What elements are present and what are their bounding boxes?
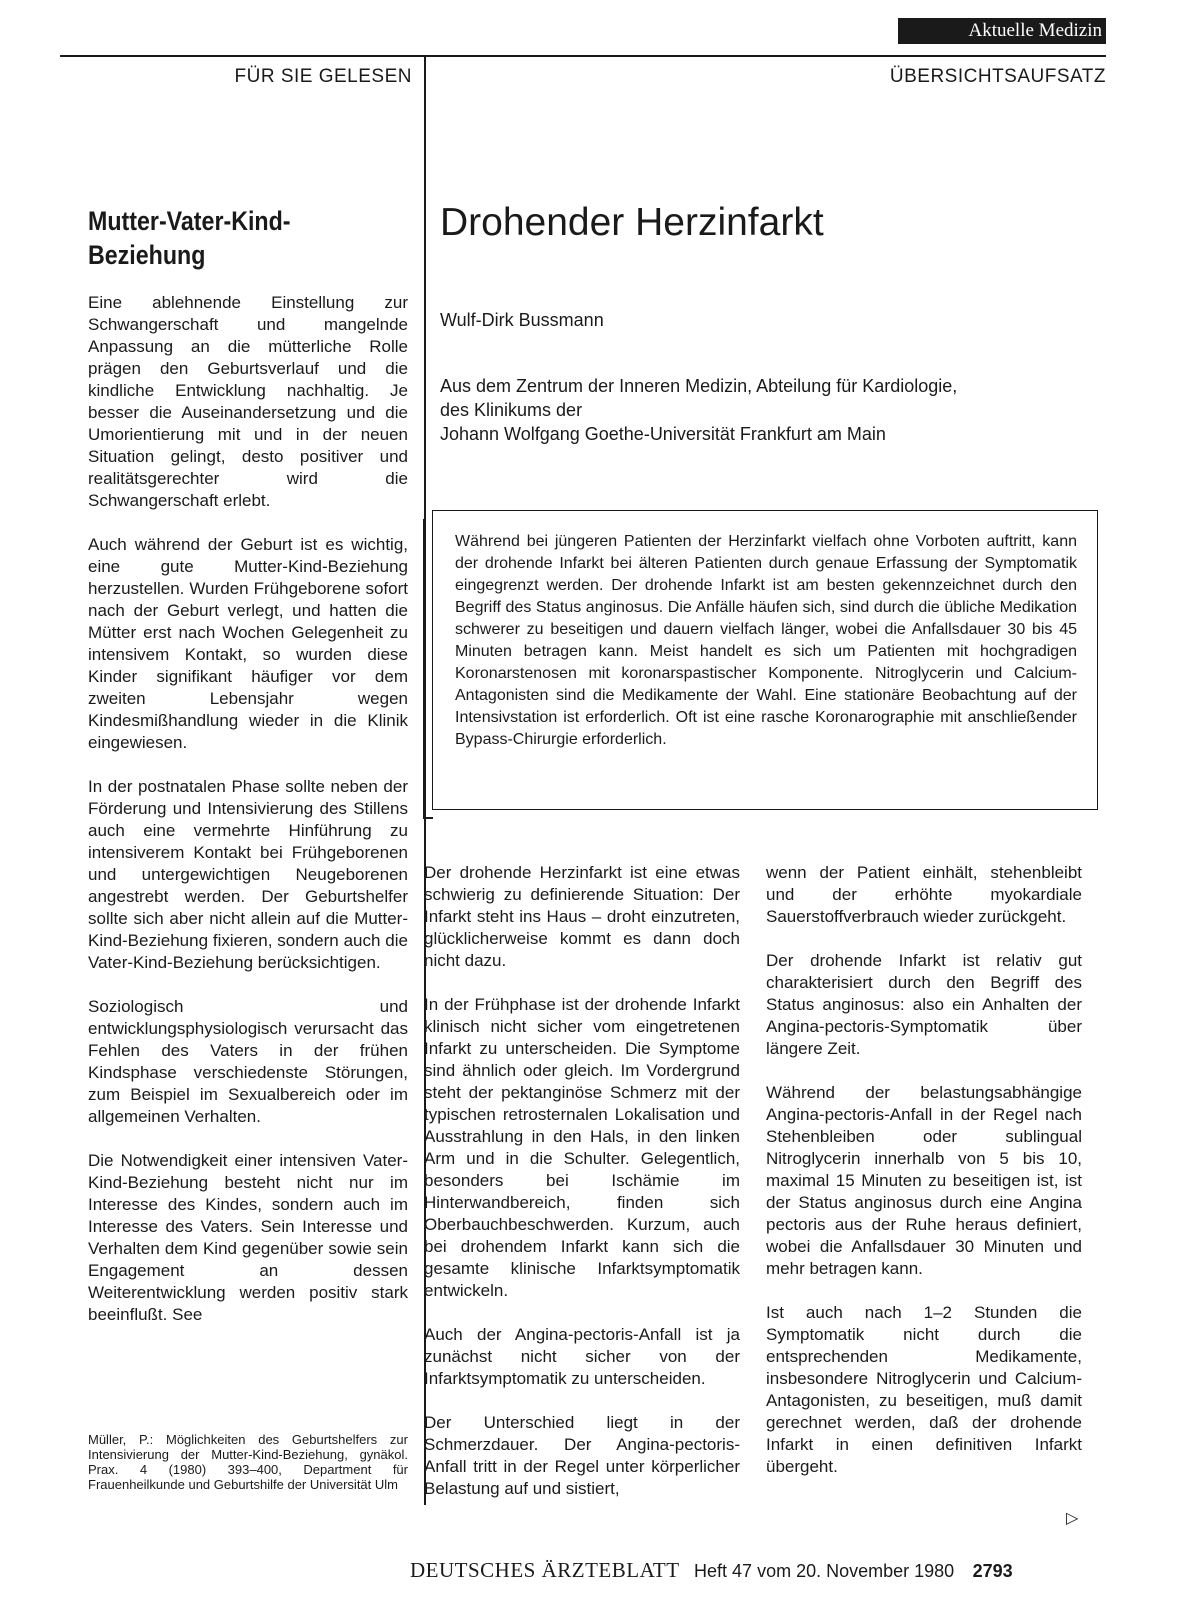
section-badge: Aktuelle Medizin	[898, 18, 1106, 44]
main-article-column-2	[766, 862, 1082, 1500]
page-footer	[410, 1558, 1110, 1583]
section-label-right: ÜBERSICHTSAUFSATZ	[889, 66, 1106, 87]
left-article-reference: Müller, P.: Möglichkeiten des Geburtshelfers zur Intensivierung der Mutter-Kind-Beziehung, gynäkol. Prax. 4 (1980) 393–400, Department für Frauenheilkunde und Geburtshilfe der Universität Ulm	[88, 1432, 408, 1492]
left-paragraph: Die Notwendigkeit einer intensiven Vater-Kind-Beziehung besteht nicht nur im Interesse des Kindes, sondern auch im Interesse des Vaters. Sein Interesse und Verhalten dem Kind gegenüber sowie sein Engagement an dessen Weiterentwicklung werden positiv stark beeinflußt. See	[88, 1151, 408, 1324]
left-paragraph: Soziologisch und entwicklungsphysiologisch verursacht das Fehlen des Vaters in der frühen Kindsphase verschiedenste Störungen, zum Beispiel im Sexualbereich oder im allgemeinen Verhalten.	[88, 997, 408, 1126]
main-paragraph: Während der belastungsabhängige Angina-pectoris-Anfall in der Regel nach Stehenbleiben oder sublingual Nitroglycerin innerhalb von 5 bis 10, maximal 15 Minuten zu beseitigen ist, ist der Status anginosus durch eine Angina pectoris aus der Ruhe heraus definiert, wobei die Anfallsdauer 30 Minuten und mehr betragen kann.	[766, 1083, 1082, 1278]
abstract-box	[432, 510, 1098, 810]
left-article-title: Mutter-Vater-Kind- Beziehung	[88, 206, 291, 270]
affiliation-line: Aus dem Zentrum der Inneren Medizin, Abteilung für Kardiologie,	[440, 376, 958, 396]
continue-arrow-icon: ▷	[1066, 1510, 1079, 1527]
main-paragraph: Der Unterschied liegt in der Schmerzdauer. Der Angina-pectoris-Anfall tritt in der Regel unter körperlicher Belastung auf und sistiert,	[424, 1413, 740, 1498]
abstract-box-shadow	[423, 519, 425, 819]
main-article-column-1	[424, 862, 740, 1522]
affiliation-line: Johann Wolfgang Goethe-Universität Frankfurt am Main	[440, 424, 886, 444]
left-paragraph: In der postnatalen Phase sollte neben der Förderung und Intensivierung des Stillens auch eine vermehrte Hinführung zu intensiverem Kontakt bei Frühgeborenen und untergewichtigen Neugeborenen angestrebt werden. Der Geburtshelfer sollte sich aber nicht allein auf die Mutter-Kind-Beziehung fixieren, sondern auch die Vater-Kind-Beziehung berücksichtigen.	[88, 777, 408, 972]
page-number: 2793	[972, 1561, 1013, 1581]
top-rule	[60, 55, 1106, 57]
abstract-text: Während bei jüngeren Patienten der Herzinfarkt vielfach ohne Vorboten auftritt, kann der drohende Infarkt bei älteren Patienten durch genaue Erfassung der Symptomatik eingegrenzt werden. Der drohende Infarkt ist am besten gekennzeichnet durch den Begriff des Status anginosus. Die Anfälle häufen sich, sind durch die übliche Medikation schwerer zu beseitigen und dauern vielfach länger, wobei die Anfallsdauer 30 bis 45 Minuten betragen kann. Meist handelt es sich um Patienten mit hochgradigen Koronarstenosen mit koronarspastischer Komponente. Nitroglycerin und Calcium-Antagonisten sind die Medikamente der Wahl. Eine stationäre Beobachtung auf der Intensivstation ist erforderlich. Oft ist eine rasche Koronarographie mit anschließender Bypass-Chirurgie erforderlich.	[455, 533, 1077, 748]
section-label-left: FÜR SIE GELESEN	[234, 66, 412, 87]
article-author: Wulf-Dirk Bussmann	[440, 310, 604, 330]
abstract-box-shadow	[423, 817, 433, 819]
main-paragraph: Ist auch nach 1–2 Stunden die Symptomatik nicht durch die entsprechenden Medikamente, insbesondere Nitroglycerin und Calcium-Antagonisten, zu beseitigen, muß damit gerechnet werden, daß der drohende Infarkt in einen definitiven Infarkt übergeht.	[766, 1303, 1082, 1476]
main-article-title: Drohender Herzinfarkt	[440, 201, 824, 244]
main-paragraph: Auch der Angina-pectoris-Anfall ist ja zunächst nicht sicher von der Infarktsymptomatik zu unterscheiden.	[424, 1325, 740, 1388]
left-paragraph: Eine ablehnende Einstellung zur Schwangerschaft und mangelnde Anpassung an die mütterliche Rolle prägen den Geburtsverlauf und die kindliche Entwicklung nachhaltig. Je besser die Auseinandersetzung und die Umorientierung mit und in der neuen Situation gelingt, desto positiver und realitätsgerechter wird die Schwangerschaft erlebt.	[88, 293, 408, 510]
main-paragraph: Der drohende Infarkt ist relativ gut charakterisiert durch den Begriff des Status anginosus: also ein Anhalten der Angina-pectoris-Symptomatik über längere Zeit.	[766, 951, 1082, 1058]
affiliation-line: des Klinikums der	[440, 400, 583, 420]
left-paragraph: Auch während der Geburt ist es wichtig, eine gute Mutter-Kind-Beziehung herzustellen. Wurden Frühgeborene sofort nach der Geburt verlegt, und hatten die Mütter erst nach Wochen Gelegenheit zu intensivem Kontakt, so wurden diese Kinder signifikant häufiger vor dem zweiten Lebensjahr wegen Kindesmißhandlung wieder in die Klinik eingewiesen.	[88, 535, 408, 752]
main-paragraph: Der drohende Herzinfarkt ist eine etwas schwierig zu definierende Situation: Der Infarkt steht ins Haus – droht einzutreten, glücklicherweise kommt es dann doch nicht dazu.	[424, 863, 740, 970]
left-article-body	[88, 292, 408, 1348]
article-affiliation	[440, 374, 1100, 446]
main-paragraph: wenn der Patient einhält, stehenbleibt und der erhöhte myokardiale Sauerstoffverbrauch wieder zurückgeht.	[766, 863, 1082, 926]
issue-info: Heft 47 vom 20. November 1980	[694, 1561, 955, 1581]
main-paragraph: In der Frühphase ist der drohende Infarkt klinisch nicht sicher vom eingetretenen Infarkt zu unterscheiden. Die Symptome sind ähnlich oder gleich. Im Vordergrund steht der pektanginöse Schmerz mit der typischen retrosternalen Lokalisation und Ausstrahlung in den Hals, in den linken Arm und in die Schulter. Gelegentlich, besonders bei Ischämie im Hinterwandbereich, finden sich Oberbauchbeschwerden. Kurzum, auch bei drohendem Infarkt kann sich die gesamte klinische Infarktsymptomatik entwickeln.	[424, 995, 740, 1300]
journal-name: DEUTSCHES ÄRZTEBLATT	[410, 1558, 680, 1582]
